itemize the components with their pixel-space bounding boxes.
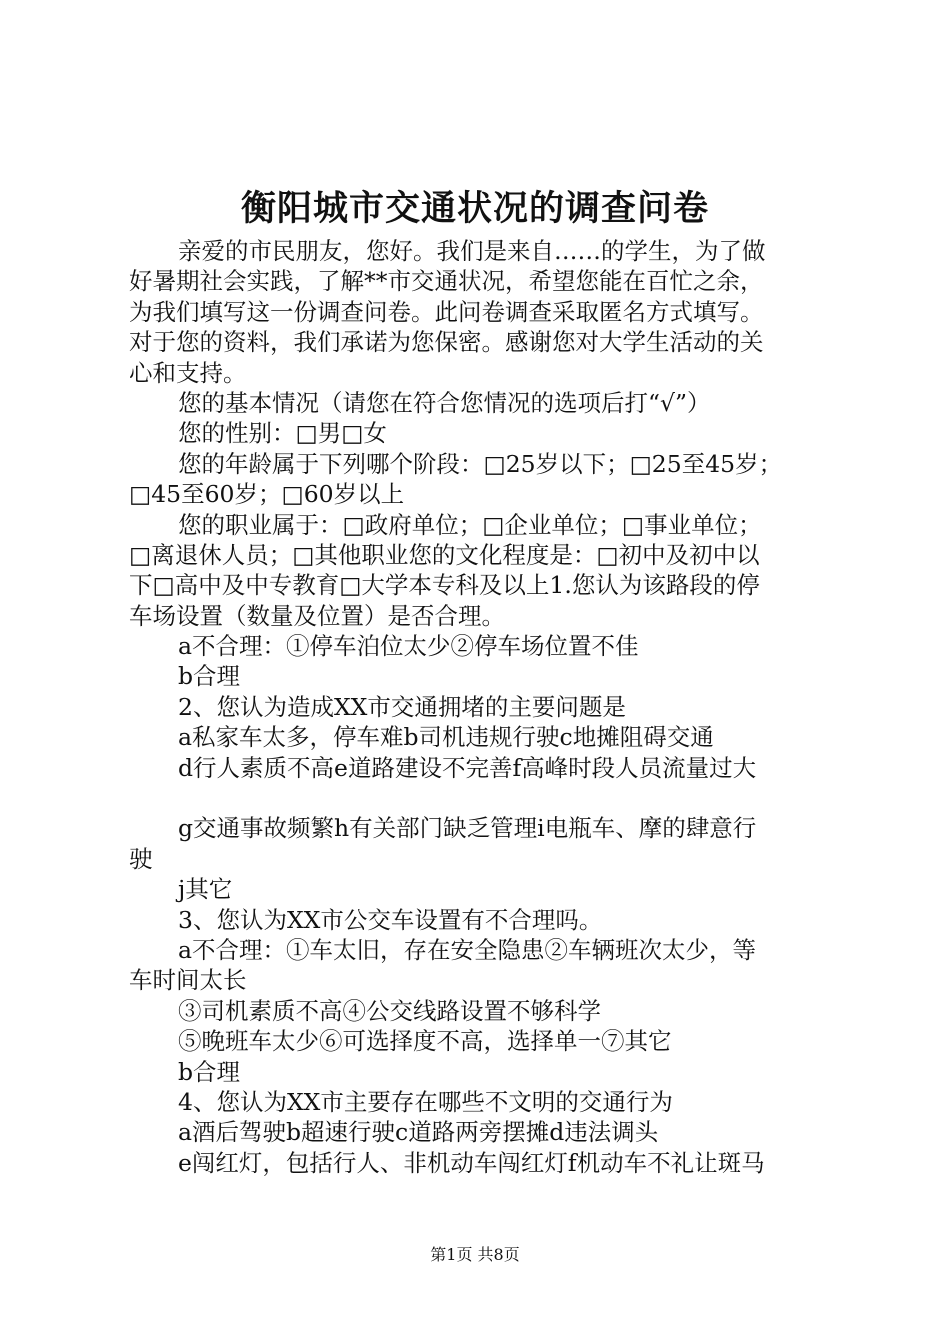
body-line: 3、您认为XX市公交车设置有不合理吗。	[178, 905, 603, 934]
document-body	[129, 236, 829, 1178]
body-line: 2、您认为造成XX市交通拥堵的主要问题是	[178, 692, 626, 721]
body-line: g交通事故频繁h有关部门缺乏管理i电瓶车、摩的肆意行	[178, 814, 757, 843]
body-line: b合理	[178, 1057, 241, 1086]
body-line: 车场设置（数量及位置）是否合理。	[129, 601, 505, 630]
body-line: a私家车太多，停车难b司机违规行驶c地摊阻碍交通	[178, 723, 714, 752]
body-line: 车时间太长	[129, 966, 247, 995]
body-line: 您的年龄属于下列哪个阶段：□25岁以下；□25至45岁；	[178, 449, 783, 478]
body-line: j其它	[178, 875, 233, 904]
body-line: 您的基本情况（请您在符合您情况的选项后打“√”）	[178, 388, 711, 417]
body-line: 4、您认为XX市主要存在哪些不文明的交通行为	[178, 1087, 673, 1116]
body-line: 下□高中及中专教育□大学本专科及以上1.您认为该路段的停	[129, 571, 760, 600]
body-line: a不合理：①车太旧，存在安全隐患②车辆班次太少，等	[178, 935, 757, 964]
body-line: 好暑期社会实践，了解**市交通状况，希望您能在百忙之余，	[129, 267, 764, 296]
body-line: 为我们填写这一份调查问卷。此问卷调查采取匿名方式填写。	[129, 297, 764, 326]
body-line: 您的性别：□男□女	[178, 419, 387, 448]
body-line: ③司机素质不高④公交线路设置不够科学	[178, 996, 601, 1025]
body-line: e闯红灯，包括行人、非机动车闯红灯f机动车不礼让斑马	[178, 1148, 765, 1177]
body-line: d行人素质不高e道路建设不完善f高峰时段人员流量过大	[178, 753, 757, 782]
page-footer: 第1页 共8页	[430, 1245, 520, 1264]
body-line: □离退休人员；□其他职业您的文化程度是：□初中及初中以	[129, 540, 760, 569]
body-line: 亲爱的市民朋友，您好。我们是来自……的学生，为了做	[178, 237, 766, 265]
body-line: a不合理：①停车泊位太少②停车场位置不佳	[178, 632, 639, 661]
body-line: b合理	[178, 662, 241, 691]
body-line: □45至60岁；□60岁以上	[129, 480, 405, 509]
body-line: 心和支持。	[129, 358, 247, 387]
body-line: a酒后驾驶b超速行驶c道路两旁摆摊d违法调头	[178, 1118, 659, 1147]
document-title: 衡阳城市交通状况的调查问卷	[240, 188, 709, 229]
body-line: 驶	[129, 844, 153, 873]
body-line	[129, 783, 829, 813]
body-line: 您的职业属于：□政府单位；□企业单位；□事业单位；	[178, 510, 762, 539]
body-line: 对于您的资料，我们承诺为您保密。感谢您对大学生活动的关	[129, 328, 764, 357]
body-line: ⑤晚班车太少⑥可选择度不高，选择单一⑦其它	[178, 1027, 672, 1056]
